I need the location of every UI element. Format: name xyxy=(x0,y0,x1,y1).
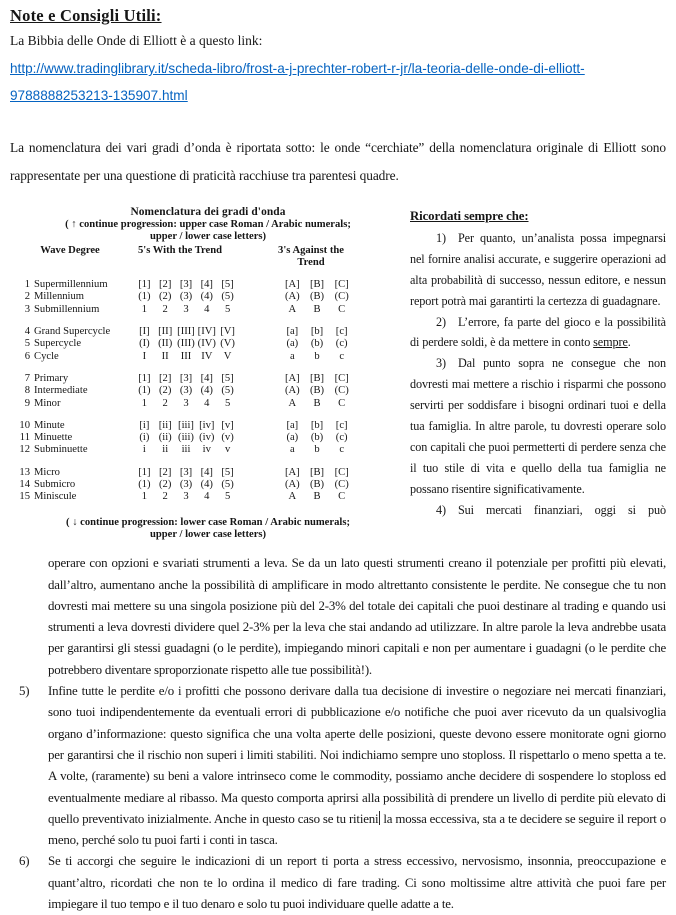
wave-label: b xyxy=(314,444,320,456)
table-note-top-line1: ( ↑ continue progression: upper case Roman / Arabic numerals; xyxy=(65,219,351,230)
row-number: 14 xyxy=(19,479,30,491)
list-item-5 xyxy=(10,681,666,851)
row-number: 11 xyxy=(19,432,30,444)
list-item-6 xyxy=(10,851,666,915)
degree-name: Millennium xyxy=(34,291,85,303)
item5-text-before-cursor: Infine tutte le perdite e/o i profitti che possono derivare dalla tua decisione di investire o negoziare nei mercati finanziari, sono tuoi indipendentemente da eventuali errori di pubblicazione e/o notifiche che puoi aver ricevuto da un qualsivoglia organo d’informazione: questo significa che una volta aperte delle posizioni, queste devono essere monitorate ogni giorno per garantirsi che il rischio non superi i limiti stabiliti. Noi indichiamo sempre uno stoploss. Il rispettarlo o meno spetta a te. A volte, (raramente) su beni a valore intrinseco come le commodity, possiamo anche decidere di sospendere lo stoploss ed eventualmente mediare al ribasso. Ma questo comporta aprirsi alla possibilità di prendere un livello di perdite più elevato di quello preventivato inizialmente. Anche in questo caso se tu ritieni xyxy=(48,684,666,826)
wave-label: (C) xyxy=(334,479,349,491)
table-row xyxy=(18,467,398,479)
wave-label: IV xyxy=(201,350,213,362)
three-wave-labels xyxy=(280,326,354,338)
wave-label: 3 xyxy=(183,397,189,409)
five-wave-labels xyxy=(134,373,238,385)
wave-label: (II) xyxy=(158,338,173,350)
degree-name: Minuette xyxy=(34,432,73,444)
row-number: 8 xyxy=(24,385,30,397)
three-wave-labels xyxy=(280,351,354,363)
three-wave-labels xyxy=(280,338,354,350)
wave-label: V xyxy=(223,350,232,362)
reminder-number-3: 3) xyxy=(436,356,446,371)
wave-label: (a) xyxy=(286,338,299,350)
wave-label: [II] xyxy=(158,326,173,338)
reminder-item-4 xyxy=(410,500,666,521)
degree-name: Subminuette xyxy=(34,444,88,456)
row-number: 4 xyxy=(24,326,30,338)
reminder-item-2 xyxy=(410,312,666,354)
wave-label: (i) xyxy=(139,432,150,444)
three-wave-labels xyxy=(280,432,354,444)
wave-label: [3] xyxy=(179,372,193,384)
wave-label: (b) xyxy=(310,432,324,444)
table-row xyxy=(18,444,398,456)
wave-label: (4) xyxy=(200,385,213,397)
item5-text-after-cursor: la mossa eccessiva, sta a te decidere se seguire il report o meno, perché solo tu puoi farti i conti in tasca. xyxy=(48,811,666,848)
three-wave-labels xyxy=(280,444,354,456)
table-row xyxy=(18,326,398,338)
wave-label: i xyxy=(142,444,146,456)
wave-label: (5) xyxy=(221,385,234,397)
wave-label: (iii) xyxy=(178,432,194,444)
wave-label: a xyxy=(289,444,295,456)
wave-label: (I) xyxy=(139,338,150,350)
wave-label: (B) xyxy=(309,385,325,397)
wave-label: (3) xyxy=(179,479,193,491)
wave-label: [A] xyxy=(284,372,300,384)
wave-label: (A) xyxy=(284,385,300,397)
wave-label: [B] xyxy=(309,279,325,291)
wave-label: [C] xyxy=(334,372,349,384)
wave-label: A xyxy=(288,397,297,409)
row-number: 6 xyxy=(24,350,30,362)
five-wave-labels xyxy=(134,279,238,291)
three-wave-labels xyxy=(280,398,354,410)
row-number: 5 xyxy=(24,338,30,350)
wave-label: (A) xyxy=(284,291,300,303)
wave-label: b xyxy=(314,350,320,362)
table-row xyxy=(18,351,398,363)
table-row xyxy=(18,279,398,291)
row-number: 10 xyxy=(19,419,30,431)
wave-label: (B) xyxy=(309,291,325,303)
reminders-heading: Ricordati sempre che: xyxy=(410,209,529,223)
list-text-6: Se ti accorgi che seguire le indicazioni di un report ti porta a stress eccessivo, nervosismo, insonnia, preoccupazione e quant’altro, ricordati che non te lo ordina il medico di fare trading. Ci sono moltissime altre attività che puoi fare per impiegare il tuo tempo e il tuo denaro e solo tu puoi individuare quelle adatte a te. xyxy=(48,854,666,911)
table-row xyxy=(18,338,398,350)
wave-label: [4] xyxy=(200,279,213,291)
wave-label: (5) xyxy=(221,291,234,303)
wave-label: (1) xyxy=(138,479,151,491)
wave-label: 5 xyxy=(224,397,231,409)
degree-name: Supermillennium xyxy=(34,279,108,291)
wave-label: (c) xyxy=(335,432,348,444)
five-wave-labels xyxy=(134,467,238,479)
wave-label: (iv) xyxy=(199,432,215,444)
row-number: 7 xyxy=(24,372,30,384)
table-row xyxy=(18,420,398,432)
wave-label: I xyxy=(142,350,147,362)
document-title: Note e Consigli Utili: xyxy=(10,6,162,25)
wave-label: [iv] xyxy=(199,419,215,431)
wave-label: [b] xyxy=(310,326,324,338)
column-header-wave-degree: Wave Degree xyxy=(40,244,100,256)
table-note-top-line2: upper / lower case letters) xyxy=(149,231,267,243)
wave-label: iii xyxy=(181,444,191,456)
degree-name: Miniscule xyxy=(34,491,77,503)
wave-label: (4) xyxy=(200,479,213,491)
wave-label: (2) xyxy=(159,291,172,303)
wave-label: (III) xyxy=(177,338,195,350)
wave-label: (C) xyxy=(334,385,349,397)
wave-label: [1] xyxy=(138,466,151,478)
degree-name: Cycle xyxy=(34,350,59,362)
columns-section xyxy=(10,206,666,541)
wave-label: [3] xyxy=(179,466,193,478)
wave-label: 5 xyxy=(224,303,231,315)
wave-label: 1 xyxy=(141,303,148,315)
row-number: 2 xyxy=(24,291,30,303)
wave-label: B xyxy=(313,397,321,409)
wave-label: C xyxy=(338,491,346,503)
degree-name: Intermediate xyxy=(34,385,88,397)
five-wave-labels xyxy=(134,479,238,491)
wave-label: [v] xyxy=(221,419,234,431)
table-row xyxy=(18,479,398,491)
wave-label: [4] xyxy=(200,372,213,384)
wave-label: [A] xyxy=(284,279,300,291)
wave-label: a xyxy=(289,350,295,362)
wave-label: [c] xyxy=(335,419,348,431)
row-number: 13 xyxy=(19,466,30,478)
three-wave-labels xyxy=(280,420,354,432)
row-number: 9 xyxy=(24,397,30,409)
wave-label: A xyxy=(288,303,297,315)
wave-label: (B) xyxy=(309,479,325,491)
wave-label: (1) xyxy=(138,291,151,303)
table-row xyxy=(18,304,398,316)
wave-label: 1 xyxy=(141,491,148,503)
table-note-bottom-line2: upper / lower case letters) xyxy=(149,528,267,540)
five-wave-labels xyxy=(134,432,238,444)
three-wave-labels xyxy=(280,304,354,316)
list-text-5 xyxy=(48,681,666,851)
wave-label: [a] xyxy=(286,419,299,431)
five-wave-labels xyxy=(134,338,238,350)
reminder-text-2a: L’errore, fa parte del gioco e la possibilità di perdere soldi, è da mettere in conto xyxy=(410,314,666,350)
book-link-line2[interactable]: 9788888253213-135907.html xyxy=(10,88,188,103)
wave-label: [III] xyxy=(177,326,195,338)
wave-label: [5] xyxy=(221,466,234,478)
wave-group xyxy=(18,279,398,316)
wave-label: 1 xyxy=(141,397,148,409)
wave-label: (5) xyxy=(221,479,234,491)
five-wave-labels xyxy=(134,444,238,456)
item4-continuation: operare con opzioni e svariati strumenti a leva. Se da un lato questi strumenti creano il potenziale per profitti più elevati, dall’altro, aumentano anche la possibilità di amplificare in modo altrettanto consistente le perdite. Ne consegue che tu non dovresti mai mettere su una singola posizione più del 2-3% del totale dei capitali che puoi destinare al trading e quando usi strumenti a leva dovresti dividere quel 2-3% per la leva che stai andando ad utilizzare. In altre parole la leva andrebbe usata per garantirsi gli stessi guadagni (o le perdite), impiegando minori capitali e non per aumentare i guadagni (o le perdite che potrebbero diventare sproporzionate rispetto alle tue possibilità!). xyxy=(48,556,666,677)
wave-label: [4] xyxy=(200,466,213,478)
three-wave-labels xyxy=(280,291,354,303)
table-note-top xyxy=(18,219,398,244)
wave-label: ii xyxy=(162,444,169,456)
five-wave-labels xyxy=(134,326,238,338)
wave-label: [i] xyxy=(139,419,150,431)
wave-label: 2 xyxy=(162,491,168,503)
degree-name: Minute xyxy=(34,419,65,431)
wave-label: 4 xyxy=(204,397,210,409)
list-number-5: 5) xyxy=(19,684,30,699)
wave-label: (2) xyxy=(159,479,172,491)
three-wave-labels xyxy=(280,279,354,291)
wave-label: (2) xyxy=(159,385,172,397)
wave-label: [5] xyxy=(221,279,234,291)
row-number: 1 xyxy=(24,279,30,291)
five-wave-labels xyxy=(134,398,238,410)
wave-label: [2] xyxy=(159,466,172,478)
wave-group xyxy=(18,420,398,457)
wave-label: [IV] xyxy=(197,326,216,338)
wave-label: (c) xyxy=(335,338,348,350)
reminder-item-3 xyxy=(410,353,666,499)
wave-label: (v) xyxy=(221,432,234,444)
table-row xyxy=(18,373,398,385)
table-title: Nomenclatura dei gradi d'onda xyxy=(130,206,286,218)
column-header-three-against-trend xyxy=(268,245,354,270)
reminder-text-2-underlined: sempre xyxy=(593,335,628,350)
degree-name: Primary xyxy=(34,372,69,384)
wave-label: iv xyxy=(202,444,211,456)
wave-label: 3 xyxy=(183,491,189,503)
reminders-column xyxy=(410,206,666,521)
wave-label: c xyxy=(339,350,345,362)
degree-name: Minor xyxy=(34,397,61,409)
row-number: 12 xyxy=(19,444,30,456)
degree-name: Grand Supercycle xyxy=(34,326,111,338)
table-row xyxy=(18,291,398,303)
wave-label: [B] xyxy=(309,372,325,384)
reminder-number-4: 4) xyxy=(436,502,446,517)
wave-label: A xyxy=(288,491,297,503)
wave-label: [a] xyxy=(286,326,299,338)
wave-degree-table xyxy=(10,206,398,541)
wave-group xyxy=(18,326,398,363)
wave-label: [3] xyxy=(179,279,193,291)
wave-label: (V) xyxy=(220,338,235,350)
wave-label: (4) xyxy=(200,291,213,303)
wave-label: 2 xyxy=(162,303,168,315)
wave-label: III xyxy=(180,350,192,362)
column-header-five-with-trend: 5's With the Trend xyxy=(137,244,223,256)
reminder-number-1: 1) xyxy=(436,230,446,245)
degree-name: Submillennium xyxy=(34,303,100,315)
table-row xyxy=(18,385,398,397)
table-note-bottom xyxy=(18,517,398,542)
table-note-bottom-line1: ( ↓ continue progression: lower case Roman / Arabic numerals; xyxy=(66,516,350,528)
five-wave-labels xyxy=(134,385,238,397)
wave-label: 2 xyxy=(162,397,168,409)
five-wave-labels xyxy=(134,291,238,303)
wave-label: [c] xyxy=(335,326,348,338)
table-column-headers xyxy=(18,245,398,270)
row-number: 3 xyxy=(24,303,30,315)
wave-label: II xyxy=(161,350,169,362)
reminder-item-1 xyxy=(410,228,666,312)
wave-label: (b) xyxy=(310,338,324,350)
three-wave-labels xyxy=(280,479,354,491)
wave-label: [ii] xyxy=(158,419,172,431)
intro-line: La Bibbia delle Onde di Elliott è a questo link: xyxy=(10,33,263,48)
wave-label: C xyxy=(338,397,346,409)
table-row xyxy=(18,491,398,503)
wave-label: [C] xyxy=(334,279,349,291)
five-wave-labels xyxy=(134,304,238,316)
wave-label: (3) xyxy=(179,385,193,397)
wave-label: (C) xyxy=(334,291,349,303)
wave-label: [1] xyxy=(138,372,151,384)
wave-label: [2] xyxy=(159,279,172,291)
wave-label: (IV) xyxy=(197,338,216,350)
wave-label: B xyxy=(313,303,321,315)
three-wave-labels xyxy=(280,491,354,503)
column-header-three-line1: 3's Against the xyxy=(278,244,344,256)
wave-label: [V] xyxy=(220,326,235,338)
three-wave-labels xyxy=(280,467,354,479)
wave-label: (ii) xyxy=(158,432,172,444)
wave-label: v xyxy=(224,444,231,456)
wave-label: [5] xyxy=(221,372,234,384)
degree-name: Supercycle xyxy=(34,338,82,350)
wave-label: 4 xyxy=(204,303,210,315)
book-link[interactable] xyxy=(10,55,666,109)
wave-group xyxy=(18,467,398,504)
wave-label: [1] xyxy=(138,279,151,291)
wave-label: [b] xyxy=(310,419,324,431)
five-wave-labels xyxy=(134,351,238,363)
wave-label: 3 xyxy=(183,303,189,315)
wave-label: [C] xyxy=(334,466,349,478)
book-link-line1[interactable]: http://www.tradinglibrary.it/scheda-libro/frost-a-j-prechter-robert-r-jr/la-teoria-delle-onde-di-elliott- xyxy=(10,61,585,76)
reminder-text-3: Dal punto sopra ne consegue che non dovresti mai mettere a rischio i risparmi che possono servirti per soddisfare i bisogni ordinari tuoi e della tua famiglia. In altre parole, tu dovresti operare solo con capitali che puoi permetterti di perdere senza che il tuo stile di vita e quello della tua famiglia ne possano risentire significativamente. xyxy=(410,356,666,496)
wave-label: C xyxy=(338,303,346,315)
wave-label: (1) xyxy=(138,385,151,397)
three-wave-labels xyxy=(280,385,354,397)
list-number-6: 6) xyxy=(19,854,30,869)
nomenclature-paragraph: La nomenclatura dei vari gradi d’onda è riportata sotto: le onde “cerchiate” della nomenclatura originale di Elliott sono rappresentate per una questione di praticità racchiuse tra parentesi quadre. xyxy=(10,140,666,183)
wave-label: [B] xyxy=(309,466,325,478)
reminder-text-1: Per quanto, un’analista possa impegnarsi nel fornire analisi accurate, e suggerire operazioni ad alta probabilità di successo, nessun editore, e nessun report potrà mai garantirti la certezza di guadagnare. xyxy=(410,230,666,308)
three-wave-labels xyxy=(280,373,354,385)
wave-label: (3) xyxy=(179,291,193,303)
degree-name: Submicro xyxy=(34,479,76,491)
degree-name: Micro xyxy=(34,466,60,478)
wave-label: B xyxy=(313,491,321,503)
wave-label: 4 xyxy=(204,491,210,503)
wave-label: [iii] xyxy=(178,419,194,431)
wave-group xyxy=(18,373,398,410)
wave-label: (a) xyxy=(286,432,299,444)
wave-label: (A) xyxy=(284,479,300,491)
wave-label: [A] xyxy=(284,466,300,478)
wave-label: [2] xyxy=(159,372,172,384)
column-header-three-line2: Trend xyxy=(297,256,325,268)
five-wave-labels xyxy=(134,491,238,503)
wave-label: c xyxy=(339,444,345,456)
reminder-text-4: Sui mercati finanziari, oggi si può xyxy=(457,502,666,517)
wave-label: 5 xyxy=(224,491,231,503)
table-row xyxy=(18,398,398,410)
row-number: 15 xyxy=(19,491,30,503)
reminder-text-2b: . xyxy=(627,335,631,350)
five-wave-labels xyxy=(134,420,238,432)
reminder-number-2: 2) xyxy=(436,314,446,329)
wave-table-rows xyxy=(18,279,398,503)
wave-label: [I] xyxy=(139,326,150,338)
table-row xyxy=(18,432,398,444)
